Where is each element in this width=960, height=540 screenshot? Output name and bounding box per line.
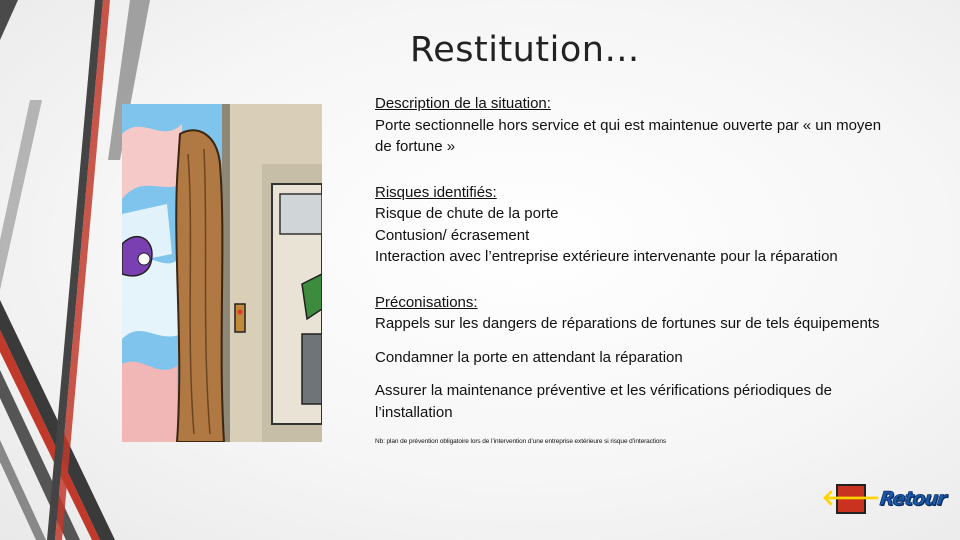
footnote: Nb: plan de prévention obligatoire lors de l’intervention d’une entreprise extérieure si risque d’interactions bbox=[375, 438, 667, 445]
left-arrow-icon: 🡐 bbox=[821, 486, 881, 511]
risk-item: Interaction avec l’entreprise extérieure intervenante pour la réparation bbox=[375, 248, 838, 265]
risks-heading: Risques identifiés: bbox=[375, 183, 497, 201]
risk-item: Risque de chute de la porte bbox=[375, 205, 559, 222]
illustration-image bbox=[122, 104, 322, 442]
description-text-line1: Porte sectionnelle hors service et qui est maintenue ouverte par « un moyen bbox=[375, 116, 882, 134]
recommendations-heading: Préconisations: bbox=[375, 293, 478, 311]
slide-title: Restitution… bbox=[410, 30, 640, 70]
recommendation-item: Rappels sur les dangers de réparations de fortunes sur de tels équipements bbox=[375, 315, 880, 332]
back-button[interactable] bbox=[821, 484, 881, 514]
description-heading: Description de la situation: bbox=[375, 95, 551, 112]
recommendation-item: l’installation bbox=[375, 403, 453, 421]
description-text-line2: de fortune » bbox=[375, 138, 456, 155]
risk-item: Contusion/ écrasement bbox=[375, 226, 530, 244]
slide-content bbox=[375, 93, 950, 446]
recommendation-item: Condamner la porte en attendant la réparation bbox=[375, 348, 683, 366]
recommendation-item: Assurer la maintenance préventive et les vérifications périodiques de bbox=[375, 382, 832, 399]
retour-link[interactable]: Retour bbox=[878, 488, 947, 510]
